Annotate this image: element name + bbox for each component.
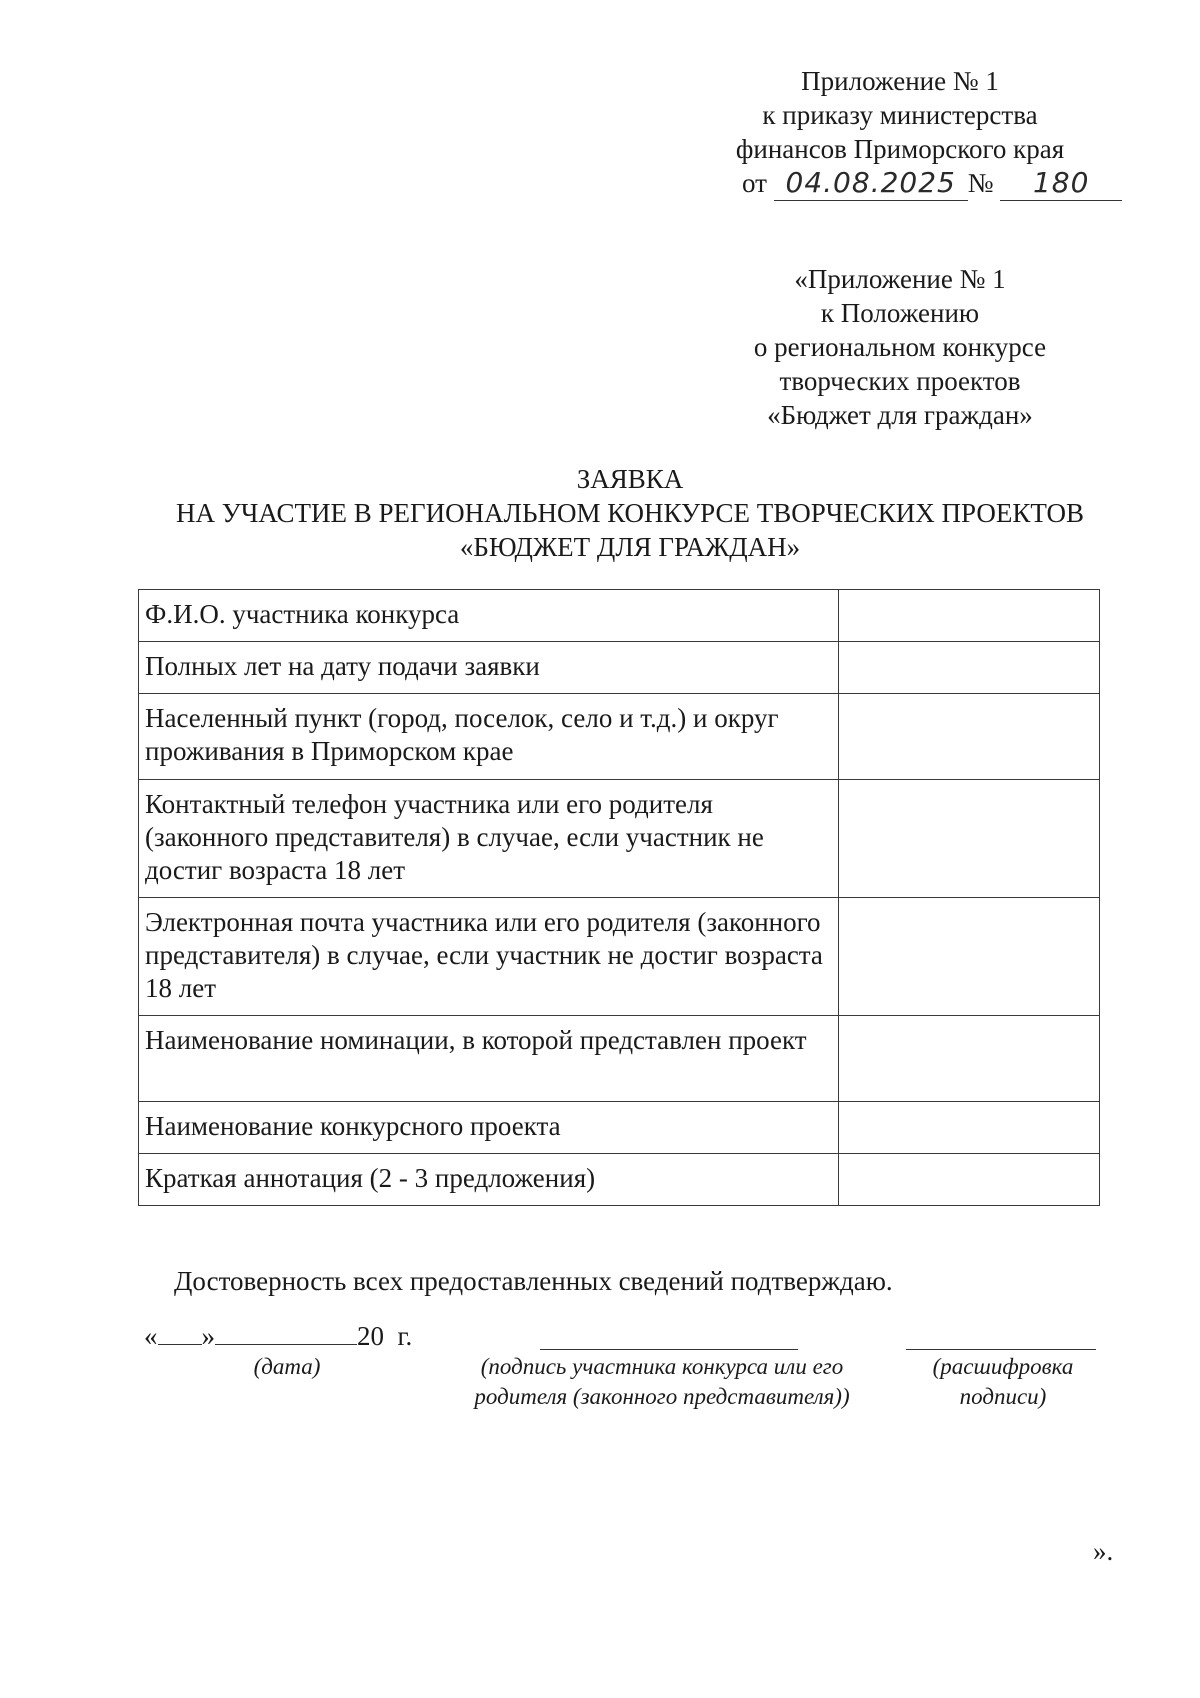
signature-line[interactable]: [540, 1349, 798, 1350]
table-row: [139, 642, 1100, 694]
month-blank[interactable]: [215, 1318, 357, 1345]
appendix-line-2: к Положению: [820, 298, 980, 328]
row-label: Краткая аннотация (2 - 3 предложения): [139, 1154, 839, 1206]
table-row: [139, 780, 1100, 898]
title-line-2: НА УЧАСТИЕ В РЕГИОНАЛЬНОМ КОНКУРСЕ ТВОРЧЕСКИХ ПРОЕКТОВ: [175, 498, 1085, 528]
row-label: Наименование конкурсного проекта: [139, 1102, 839, 1154]
row-value-field[interactable]: [838, 642, 1099, 694]
row-value-field[interactable]: [838, 1016, 1099, 1102]
date-field[interactable]: [144, 1318, 412, 1353]
appendix-line-3: о региональном конкурсе: [753, 332, 1047, 362]
caption-decode: [910, 1352, 1096, 1412]
row-label: Ф.И.О. участника конкурса: [139, 590, 839, 642]
appendix-line-4: творческих проектов: [779, 366, 1021, 396]
table-row: [139, 590, 1100, 642]
caption-date: (дата): [253, 1354, 321, 1379]
date-quote-close: »: [201, 1321, 215, 1351]
row-value-field[interactable]: [838, 1154, 1099, 1206]
row-value-field[interactable]: [838, 694, 1099, 780]
application-form-table: [138, 589, 1100, 1206]
date-quote-open: «: [144, 1321, 158, 1351]
approval-date-line: [690, 166, 1110, 201]
signature-decode-line[interactable]: [906, 1349, 1096, 1350]
table-row: [139, 1102, 1100, 1154]
title-line-1: ЗАЯВКА: [576, 464, 684, 494]
row-value-field[interactable]: [838, 1102, 1099, 1154]
caption-signature-line-1: (подпись участника конкурса или его: [480, 1354, 844, 1379]
approval-number-handwritten: 180: [1000, 166, 1122, 201]
appendix-line-5: «Бюджет для граждан»: [767, 400, 1033, 430]
caption-signature: [448, 1352, 876, 1412]
row-label: Наименование номинации, в которой представлен проект: [139, 1016, 839, 1102]
confirmation-text: Достоверность всех предоставленных сведений подтверждаю.: [174, 1266, 893, 1296]
closing-quote: ».: [1093, 1536, 1114, 1566]
caption-decode-line-2: подписи): [959, 1384, 1047, 1409]
approval-line-3: финансов Приморского края: [735, 134, 1065, 164]
approval-line-2: к приказу министерства: [762, 100, 1038, 130]
table-row: [139, 1154, 1100, 1206]
year-prefix: 20: [357, 1321, 384, 1351]
row-label: Электронная почта участника или его родителя (законного представителя) в случае, если участник не достиг возраста 18 лет: [139, 898, 839, 1016]
table-row: [139, 1016, 1100, 1102]
approval-block: [690, 64, 1110, 201]
approval-ot-label: от: [742, 168, 767, 198]
table-row: [139, 694, 1100, 780]
day-blank[interactable]: [158, 1318, 202, 1345]
row-label: Населенный пункт (город, поселок, село и т.д.) и округ проживания в Приморском крае: [139, 694, 839, 780]
table-row: [139, 898, 1100, 1016]
appendix-block: [720, 262, 1080, 432]
document-title: [100, 462, 1160, 564]
approval-number-sign: №: [967, 168, 994, 198]
approval-date-handwritten: 04.08.2025: [774, 166, 968, 201]
row-label: Контактный телефон участника или его родителя (законного представителя) в случае, если участник не достиг возраста 18 лет: [139, 780, 839, 898]
appendix-line-1: «Приложение № 1: [794, 264, 1006, 294]
caption-decode-line-1: (расшифровка: [932, 1354, 1074, 1379]
row-label: Полных лет на дату подачи заявки: [139, 642, 839, 694]
approval-line-1: Приложение № 1: [801, 66, 999, 96]
year-suffix: г.: [397, 1321, 413, 1351]
caption-signature-line-2: родителя (законного представителя)): [474, 1384, 850, 1409]
row-value-field[interactable]: [838, 898, 1099, 1016]
row-value-field[interactable]: [838, 590, 1099, 642]
title-line-3: «БЮДЖЕТ ДЛЯ ГРАЖДАН»: [459, 532, 801, 562]
row-value-field[interactable]: [838, 780, 1099, 898]
